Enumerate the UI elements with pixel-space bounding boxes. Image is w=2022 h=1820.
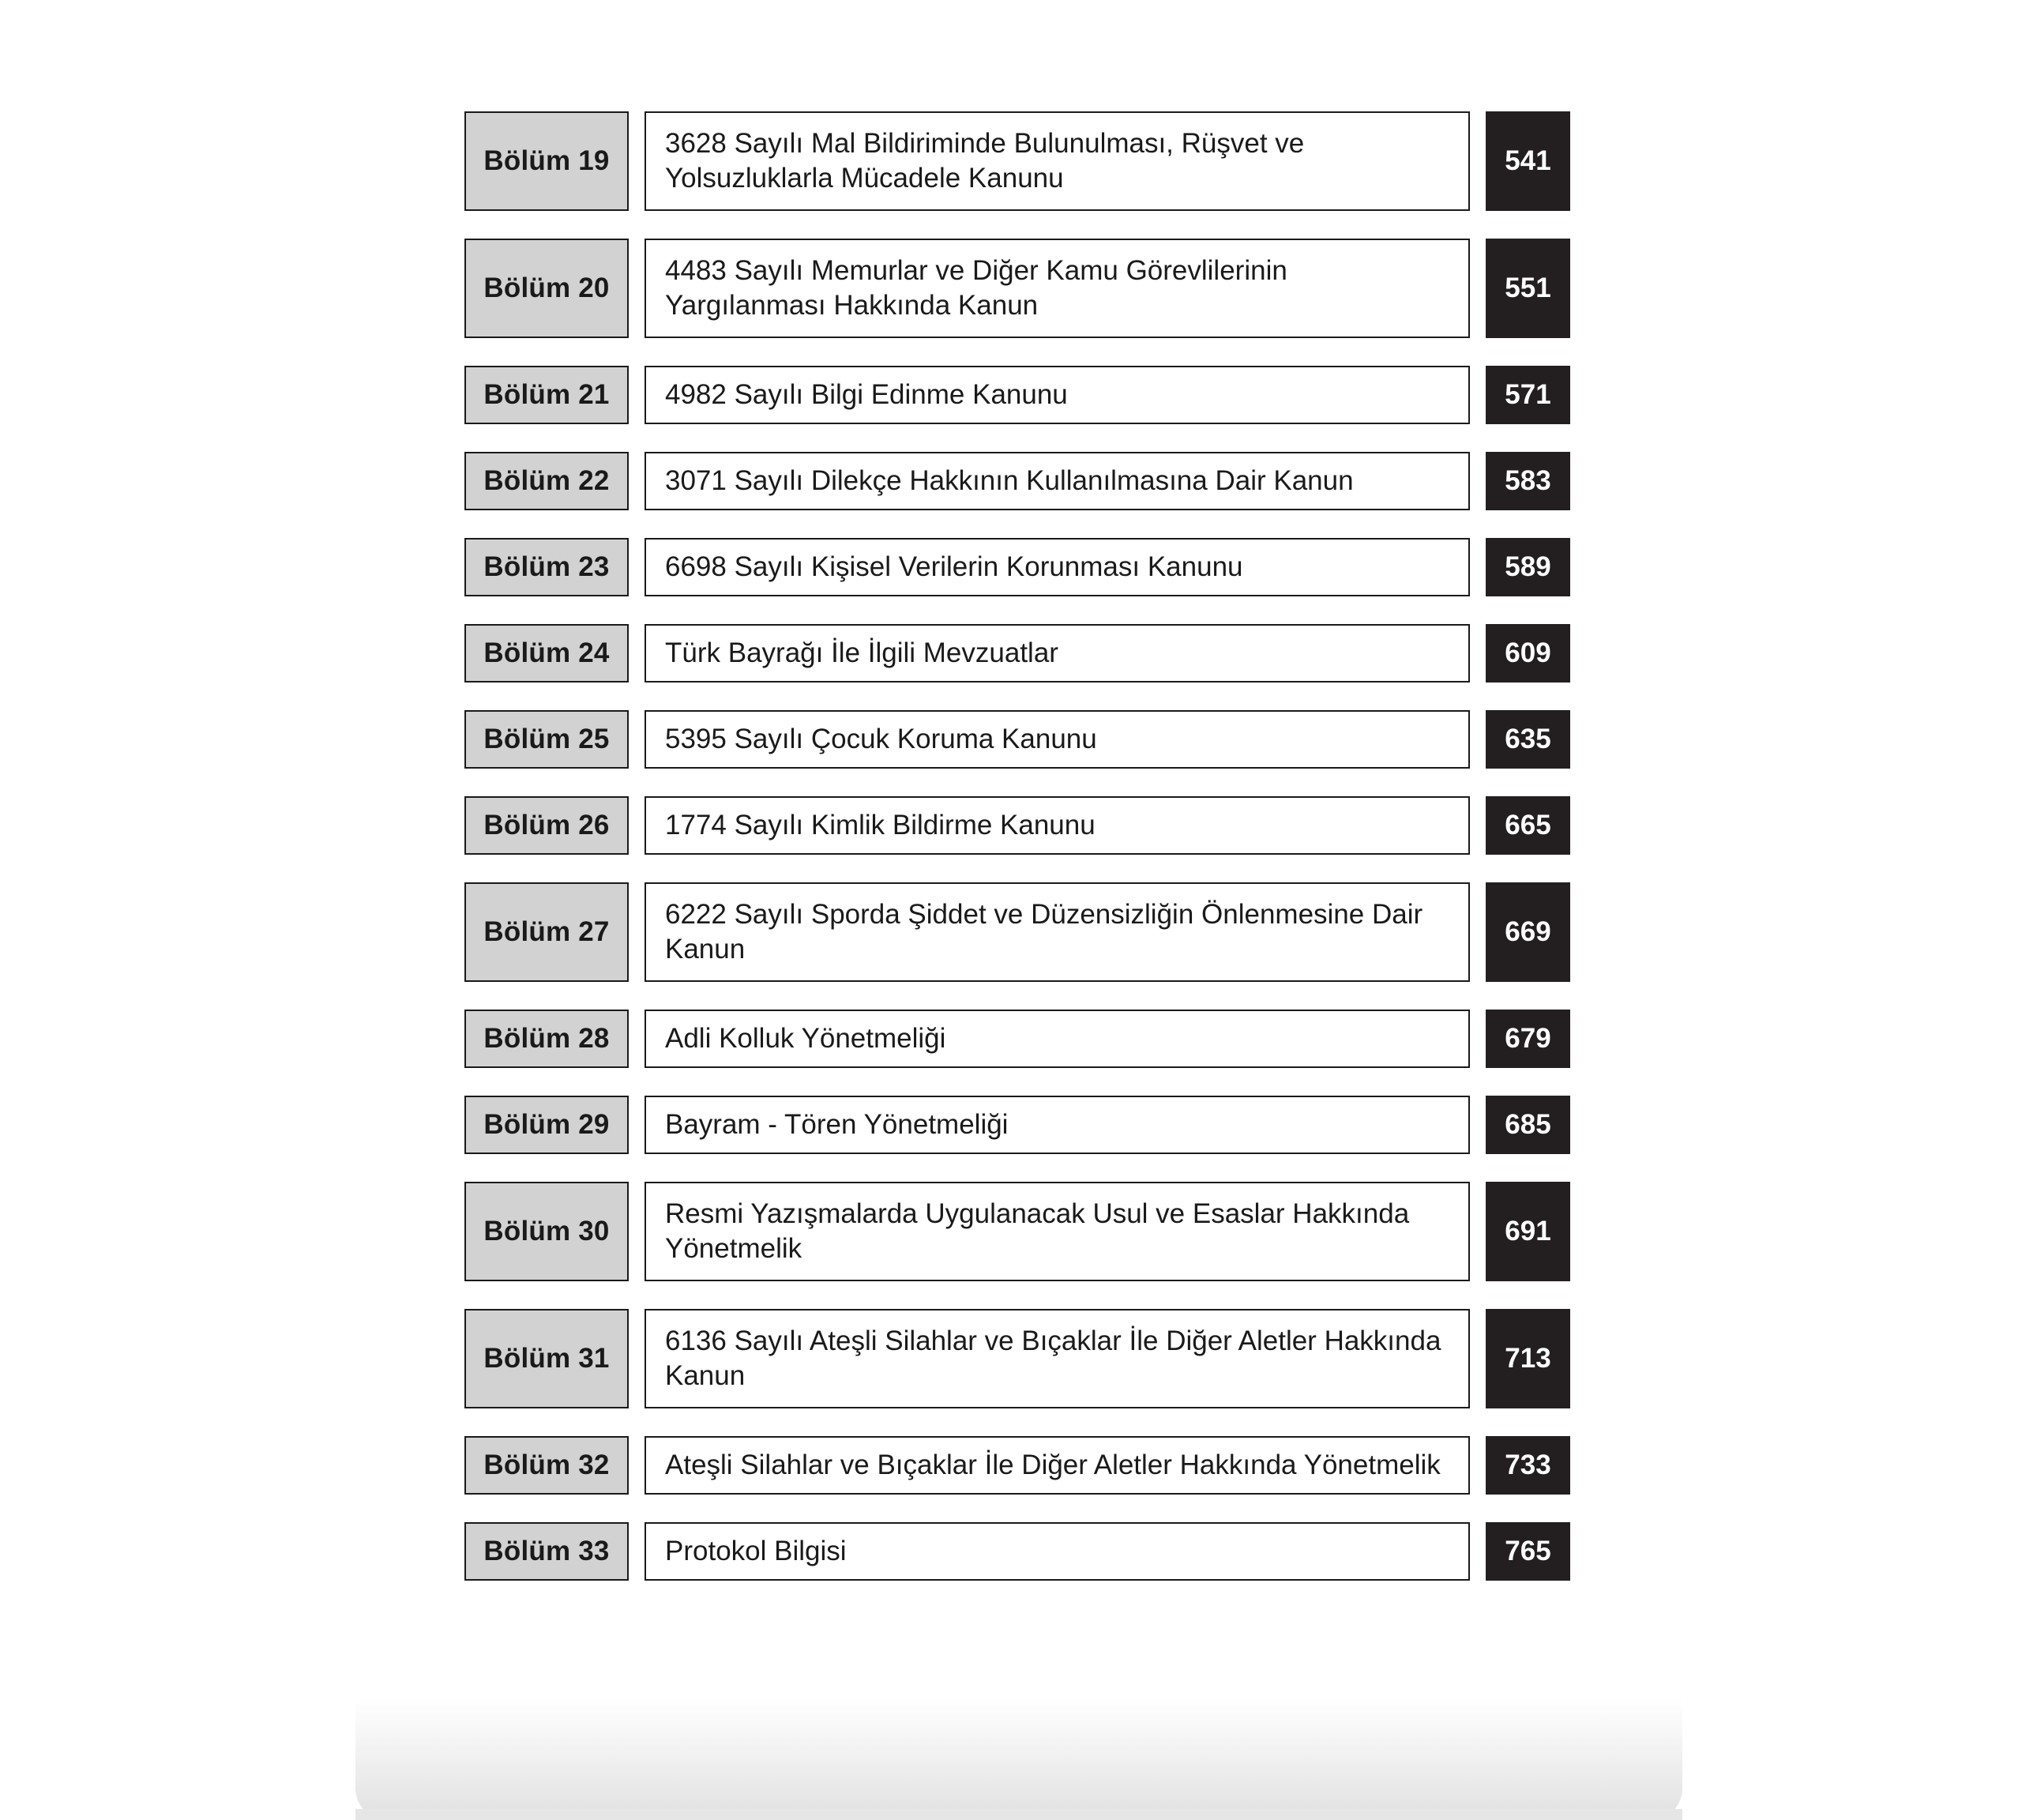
page-number: 583 [1486, 452, 1570, 510]
chapter-label: Bölüm 23 [464, 538, 629, 596]
chapter-label: Bölüm 21 [464, 366, 629, 424]
chapter-label: Bölüm 32 [464, 1436, 629, 1495]
chapter-title: Adli Kolluk Yönetmeliği [645, 1010, 1470, 1068]
page-number: 713 [1486, 1309, 1570, 1408]
chapter-title: Türk Bayrağı İle İlgili Mevzuatlar [645, 624, 1470, 682]
chapter-title: 4483 Sayılı Memurlar ve Diğer Kamu Görevlilerinin Yargılanması Hakkında Kanun [645, 239, 1470, 338]
chapter-label: Bölüm 33 [464, 1522, 629, 1581]
chapter-title: 6136 Sayılı Ateşli Silahlar ve Bıçaklar İle Diğer Aletler Hakkında Kanun [645, 1309, 1470, 1408]
chapter-label: Bölüm 19 [464, 111, 629, 211]
toc-entry[interactable] [464, 452, 1570, 510]
page-number: 691 [1486, 1182, 1570, 1281]
chapter-label: Bölüm 24 [464, 624, 629, 682]
chapter-title: 6222 Sayılı Sporda Şiddet ve Düzensizliğin Önlenmesine Dair Kanun [645, 882, 1470, 982]
toc-entry[interactable] [464, 1010, 1570, 1068]
page-bottom-shadow [355, 1698, 1682, 1820]
chapter-title: Protokol Bilgisi [645, 1522, 1470, 1581]
toc-entry[interactable] [464, 624, 1570, 682]
toc-entry[interactable] [464, 796, 1570, 855]
toc-entry[interactable] [464, 1182, 1570, 1281]
page-number: 541 [1486, 111, 1570, 211]
chapter-label: Bölüm 31 [464, 1309, 629, 1408]
chapter-label: Bölüm 30 [464, 1182, 629, 1281]
chapter-label: Bölüm 29 [464, 1096, 629, 1154]
chapter-title: 3071 Sayılı Dilekçe Hakkının Kullanılmasına Dair Kanun [645, 452, 1470, 510]
page-number: 551 [1486, 239, 1570, 338]
toc-entry[interactable] [464, 1436, 1570, 1495]
chapter-label: Bölüm 22 [464, 452, 629, 510]
chapter-label: Bölüm 28 [464, 1010, 629, 1068]
page-number: 685 [1486, 1096, 1570, 1154]
page-bottom-edge [355, 1809, 1682, 1820]
page-number: 665 [1486, 796, 1570, 855]
page-number: 571 [1486, 366, 1570, 424]
chapter-label: Bölüm 20 [464, 239, 629, 338]
chapter-label: Bölüm 26 [464, 796, 629, 855]
chapter-title: Resmi Yazışmalarda Uygulanacak Usul ve Esaslar Hakkında Yönetmelik [645, 1182, 1470, 1281]
chapter-title: 4982 Sayılı Bilgi Edinme Kanunu [645, 366, 1470, 424]
page-number: 679 [1486, 1010, 1570, 1068]
page-number: 609 [1486, 624, 1570, 682]
toc-entry[interactable] [464, 710, 1570, 769]
chapter-title: 3628 Sayılı Mal Bildiriminde Bulunulması, Rüşvet ve Yolsuzluklarla Mücadele Kanunu [645, 111, 1470, 211]
toc-entry[interactable] [464, 1522, 1570, 1581]
chapter-title: 6698 Sayılı Kişisel Verilerin Korunması Kanunu [645, 538, 1470, 596]
chapter-title: 5395 Sayılı Çocuk Koruma Kanunu [645, 710, 1470, 769]
page-number: 635 [1486, 710, 1570, 769]
chapter-title: 1774 Sayılı Kimlik Bildirme Kanunu [645, 796, 1470, 855]
page-number: 589 [1486, 538, 1570, 596]
toc-entry[interactable] [464, 1309, 1570, 1408]
chapter-label: Bölüm 25 [464, 710, 629, 769]
toc-entry[interactable] [464, 366, 1570, 424]
toc-entry[interactable] [464, 882, 1570, 982]
page-number: 765 [1486, 1522, 1570, 1581]
page-number: 733 [1486, 1436, 1570, 1495]
toc-entry[interactable] [464, 1096, 1570, 1154]
toc-entry[interactable] [464, 538, 1570, 596]
chapter-label: Bölüm 27 [464, 882, 629, 982]
toc-entry[interactable] [464, 239, 1570, 338]
page-number: 669 [1486, 882, 1570, 982]
chapter-title: Bayram - Tören Yönetmeliği [645, 1096, 1470, 1154]
toc-entry[interactable] [464, 111, 1570, 211]
table-of-contents [464, 111, 1570, 1608]
chapter-title: Ateşli Silahlar ve Bıçaklar İle Diğer Aletler Hakkında Yönetmelik [645, 1436, 1470, 1495]
